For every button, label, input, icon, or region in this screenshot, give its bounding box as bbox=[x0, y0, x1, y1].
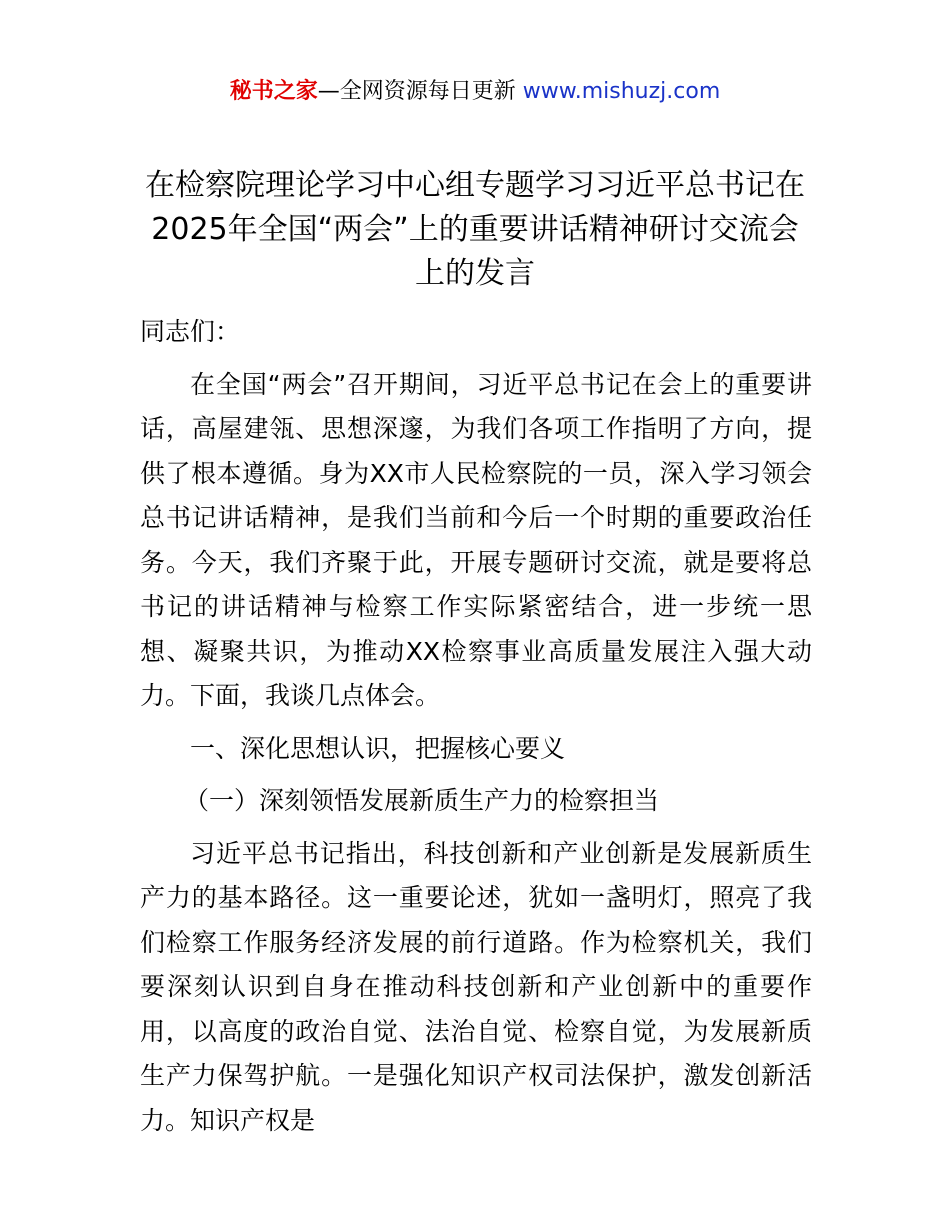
site-brand: 秘书之家 bbox=[229, 79, 318, 104]
salutation: 同志们： bbox=[140, 317, 241, 346]
document-body bbox=[140, 310, 812, 1143]
paragraph-section-1: 习近平总书记指出，科技创新和产业创新是发展新质生产力的基本路径。这一重要论述，犹如一盏明灯，照亮了我们检察工作服务经济发展的前行道路。作为检察机关，我们要深刻认识到自身在推动科技创新和产业创新中的重要作用，以高度的政治自觉、法治自觉、检察自觉，为发展新质生产力保驾护航。一是强化知识产权司法保护，激发创新活力。知识产权是 bbox=[140, 838, 812, 1135]
site-tagline: —全网资源每日更新 bbox=[317, 79, 523, 104]
site-header bbox=[0, 74, 950, 110]
subsection-heading-1: （一）深刻领悟发展新质生产力的检察担当 bbox=[184, 786, 660, 815]
site-url-link[interactable]: www.mishuzj.com bbox=[522, 79, 721, 104]
document-title: 在检察院理论学习中心组专题学习习近平总书记在2025年全国“两会”上的重要讲话精神研讨交流会上的发言 bbox=[145, 168, 805, 291]
paragraph-intro: 在全国“两会”召开期间，习近平总书记在会上的重要讲话，高屋建瓴、思想深邃，为我们各项工作指明了方向，提供了根本遵循。身为XX市人民检察院的一员，深入学习领会总书记讲话精神，是我们当前和今后一个时期的重要政治任务。今天，我们齐聚于此，开展专题研讨交流，就是要将总书记的讲话精神与检察工作实际紧密结合，进一步统一思想、凝聚共识，为推动XX检察事业高质量发展注入强大动力。下面，我谈几点体会。 bbox=[140, 369, 812, 710]
section-heading-1: 一、深化思想认识，把握核心要义 bbox=[190, 733, 566, 763]
